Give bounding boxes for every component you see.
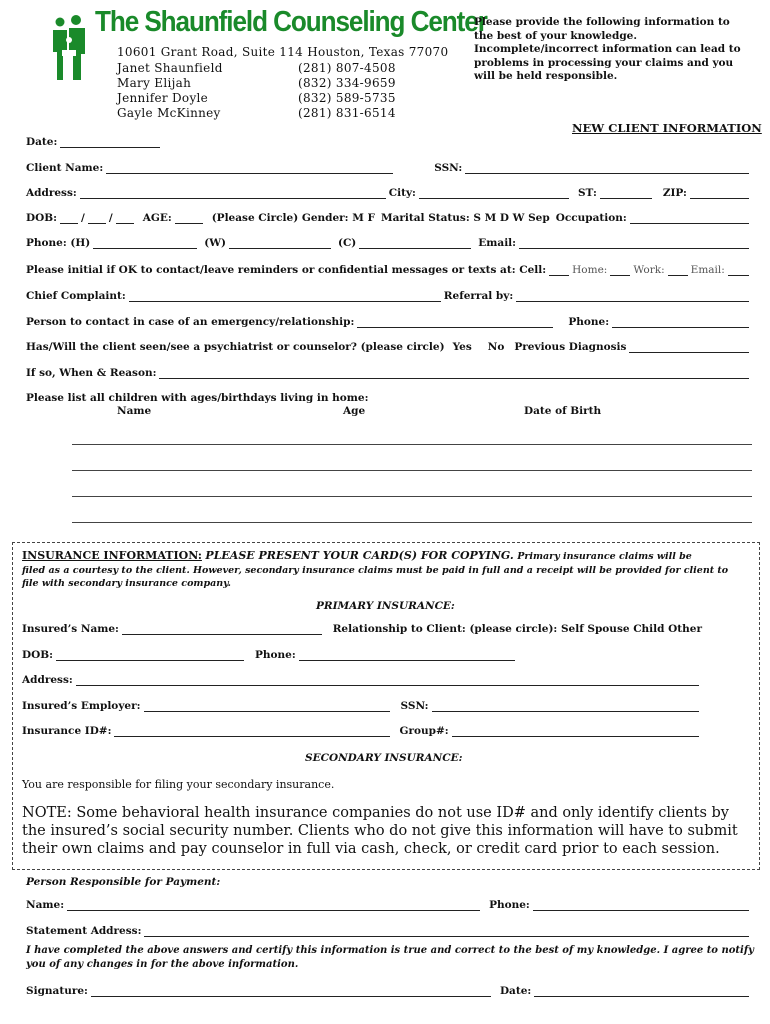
dob-row [26, 212, 752, 224]
date-row [26, 136, 752, 148]
staff-phone: (281) 807-4508 [298, 61, 396, 75]
chief-complaint-label: Chief Complaint: [26, 290, 126, 302]
previous-diagnosis-field[interactable] [629, 342, 749, 353]
phone-home-field[interactable] [93, 238, 197, 249]
client-name-field[interactable] [106, 163, 393, 174]
signature-field[interactable] [91, 986, 491, 997]
city-label: City: [388, 187, 416, 199]
psychiatrist-row [26, 341, 752, 353]
section-title-new-client: NEW CLIENT INFORMATION [572, 121, 762, 135]
secondary-responsibility-text: You are responsible for filing your secondary insurance. [22, 778, 335, 791]
gender-choice[interactable]: (Please Circle) Gender: M F [211, 212, 375, 224]
email-field[interactable] [519, 238, 749, 249]
staff-name: Janet Shaunfield [117, 61, 223, 75]
city-field[interactable] [419, 188, 569, 199]
employer-field[interactable] [144, 701, 390, 712]
work-label: Work: [633, 264, 665, 276]
col-name-header: Name [117, 405, 152, 417]
cell-initial-field[interactable] [549, 265, 569, 276]
date-label: Date: [26, 136, 58, 148]
occupation-label: Occupation: [555, 212, 627, 224]
signature-row [26, 985, 752, 997]
dob-day-field[interactable] [88, 213, 106, 224]
age-label: AGE: [142, 212, 172, 224]
group-field[interactable] [452, 726, 699, 737]
emergency-row [26, 316, 752, 328]
age-field[interactable] [175, 213, 203, 224]
statement-address-row [26, 925, 752, 937]
client-name-label: Client Name: [26, 162, 104, 174]
emergency-contact-field[interactable] [357, 317, 553, 328]
payment-name-row [26, 899, 752, 911]
ssn-label: SSN: [434, 162, 463, 174]
statement-address-label: Statement Address: [26, 925, 142, 937]
staff-phone: (832) 334-9659 [298, 76, 396, 90]
employer-row [22, 700, 702, 712]
address-field[interactable] [80, 188, 386, 199]
signature-date-field[interactable] [534, 986, 749, 997]
insured-dob-row [22, 649, 702, 661]
insured-address-field[interactable] [76, 675, 699, 686]
home-label: Home: [572, 264, 608, 276]
emergency-contact-label: Person to contact in case of an emergency/relationship: [26, 316, 355, 328]
statement-address-field[interactable] [144, 926, 749, 937]
yes-option[interactable]: Yes [452, 341, 472, 353]
work-initial-field[interactable] [668, 265, 688, 276]
state-label: ST: [577, 187, 597, 199]
state-field[interactable] [600, 188, 652, 199]
insured-name-field[interactable] [122, 624, 322, 635]
employer-label: Insured’s Employer: [22, 700, 141, 712]
secondary-insurance-heading: SECONDARY INSURANCE: [305, 752, 463, 764]
marital-status-choice[interactable]: Marital Status: S M D W Sep [380, 212, 550, 224]
insured-address-row [22, 674, 702, 686]
payment-phone-field[interactable] [533, 900, 749, 911]
staff-name: Jennifer Doyle [117, 91, 209, 105]
phone-cell-field[interactable] [359, 238, 471, 249]
zip-label: ZIP: [662, 187, 687, 199]
email-initial-field[interactable] [728, 265, 749, 276]
phone-row [26, 237, 752, 249]
insurance-id-label: Insurance ID#: [22, 725, 112, 737]
relationship-choice[interactable]: Relationship to Client: (please circle): Self Spouse Child Other [332, 623, 702, 635]
staff-name: Gayle McKinney [117, 106, 221, 120]
payment-name-field[interactable] [67, 900, 480, 911]
insured-phone-field[interactable] [299, 650, 515, 661]
signature-date-label: Date: [499, 985, 532, 997]
chief-complaint-row [26, 290, 752, 302]
person-responsible-label: Person Responsible for Payment: [26, 876, 221, 888]
psychiatrist-question: Has/Will the client seen/see a psychiatrist or counselor? (please circle) [26, 341, 445, 353]
if-so-field[interactable] [159, 368, 749, 379]
insurance-heading: INSURANCE INFORMATION: PLEASE PRESENT YOUR CARD(S) FOR COPYING. Primary insurance claims will be [22, 549, 692, 562]
insured-dob-label: DOB: [22, 649, 54, 661]
insured-ssn-field[interactable] [432, 701, 699, 712]
phone-work-field[interactable] [229, 238, 331, 249]
payment-name-label: Name: [26, 899, 65, 911]
staff-name: Mary Elijah [117, 76, 192, 90]
date-field[interactable] [60, 137, 160, 148]
payment-phone-label: Phone: [489, 899, 530, 911]
insurance-note-line: filed as a courtesy to the client. However, secondary insurance claims must be paid in full and a receipt will be provided for client to [22, 565, 729, 576]
zip-field[interactable] [690, 188, 749, 199]
if-so-label: If so, When & Reason: [26, 367, 157, 379]
dob-month-field[interactable] [60, 213, 78, 224]
primary-insurance-heading: PRIMARY INSURANCE: [316, 600, 455, 612]
address-row [26, 187, 752, 199]
referral-field[interactable] [516, 291, 749, 302]
insured-ssn-label: SSN: [400, 700, 429, 712]
staff-phone: (832) 589-5735 [298, 91, 396, 105]
phone-home-label: Phone: (H) [26, 237, 91, 249]
chief-complaint-field[interactable] [129, 291, 441, 302]
insurance-note-line: file with secondary insurance company. [22, 578, 231, 589]
logo-icon [50, 14, 90, 84]
client-name-row [26, 162, 752, 174]
col-dob-header: Date of Birth [524, 405, 602, 417]
no-option[interactable]: No [487, 341, 505, 353]
insurance-id-field[interactable] [114, 726, 390, 737]
insured-dob-field[interactable] [56, 650, 244, 661]
certification-text: I have completed the above answers and certify this information is true and correct to the best of my knowledge. I agree to notify you of any changes in for the above information. [26, 945, 754, 970]
contact-consent-label: Please initial if OK to contact/leave reminders or confidential messages or texts at: Cell: [26, 264, 547, 276]
center-address: 10601 Grant Road, Suite 114 Houston, Texas 77070 [117, 45, 449, 59]
previous-diagnosis-label: Previous Diagnosis [514, 341, 627, 353]
ssn-field[interactable] [465, 163, 749, 174]
insurance-id-row [22, 725, 702, 737]
address-label: Address: [26, 187, 77, 199]
children-line[interactable] [72, 469, 752, 471]
emergency-phone-label: Phone: [568, 316, 610, 328]
dob-label: DOB: [26, 212, 58, 224]
dob-separator: / [81, 212, 85, 224]
insured-phone-label: Phone: [255, 649, 296, 661]
id-note: NOTE: Some behavioral health insurance companies do not use ID# and only identify clients by the insured’s social security number. Clients who do not give this information will have to submit their own claims and pay counselor in full via cash, check, or credit card prior to each session. [22, 805, 738, 857]
phone-work-label: (W) [204, 237, 226, 249]
occupation-field[interactable] [630, 213, 749, 224]
contact-consent-row [26, 264, 752, 276]
children-label: Please list all children with ages/birthdays living in home: [26, 392, 369, 404]
col-age-header: Age [343, 405, 366, 417]
children-line[interactable] [72, 521, 752, 523]
children-line[interactable] [72, 495, 752, 497]
dob-separator: / [108, 212, 113, 224]
insured-address-label: Address: [22, 674, 73, 686]
group-label: Group#: [399, 725, 449, 737]
email-label: Email: [478, 237, 517, 249]
emergency-phone-field[interactable] [612, 317, 749, 328]
staff-phone: (281) 831-6514 [298, 106, 396, 120]
email-initial-label: Email: [690, 264, 725, 276]
insured-name-label: Insured’s Name: [22, 623, 119, 635]
insured-name-row [22, 623, 702, 635]
if-so-row [26, 367, 752, 379]
referral-label: Referral by: [443, 290, 514, 302]
home-initial-field[interactable] [610, 265, 630, 276]
header-note: Please provide the following information to the best of your knowledge. Incomplete/incorrect information can lead to problems in processing your claims and you will be held responsible. [474, 16, 741, 82]
children-line[interactable] [72, 443, 752, 445]
page-title: The Shaunfield Counseling Center [95, 6, 487, 38]
phone-cell-label: (C) [337, 237, 357, 249]
dob-year-field[interactable] [116, 213, 134, 224]
signature-label: Signature: [26, 985, 88, 997]
